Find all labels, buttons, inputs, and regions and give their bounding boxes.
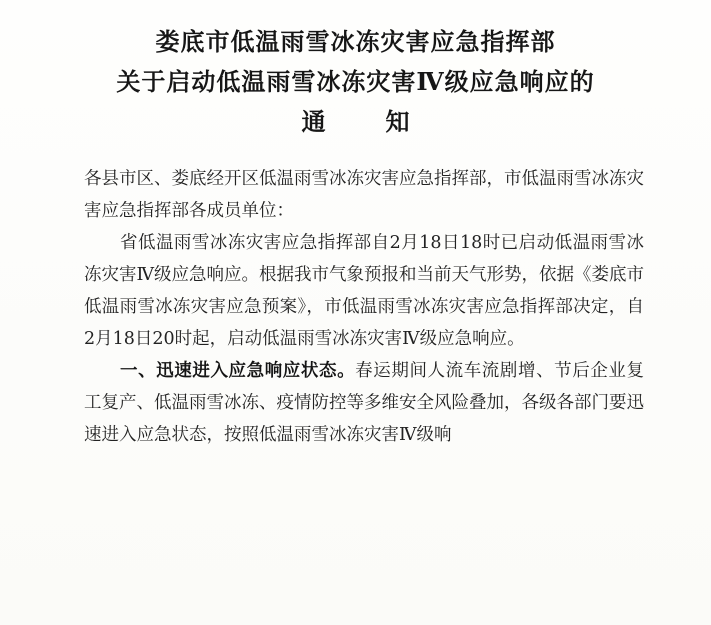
paragraph-1: 省低温雨雪冰冻灾害应急指挥部自2月18日18时已启动低温雨雪冰冻灾害Ⅳ级应急响应。根据我市气象预报和当前天气形势，依据《娄底市低温雨雪冰冻灾害应急预案》，市低温雨雪冰冻灾害应急指挥部决定，自2月18日20时起，启动低温雨雪冰冻灾害Ⅳ级应急响应。	[84, 233, 644, 349]
document-title	[0, 22, 711, 142]
title-line-issuer: 娄底市低温雨雪冰冻灾害应急指挥部	[155, 27, 556, 56]
title-line-notice: 通 知	[301, 107, 428, 136]
section-1-text: 春运期间人流车流剧增、节后企业复工复产、低温雨雪冰冻、疫情防控等多维安全风险叠加，各级各部门要迅速进入应急状态，按照低温雨雪冰冻灾害Ⅳ级响	[84, 361, 645, 445]
section-1	[84, 355, 644, 451]
title-line-subject: 关于启动低温雨雪冰冻灾害Ⅳ级应急响应的	[116, 67, 595, 96]
salutation: 各县市区、娄底经开区低温雨雪冰冻灾害应急指挥部，市低温雨雪冰冻灾害应急指挥部各成员单位：	[84, 169, 644, 221]
document-body	[84, 163, 644, 451]
section-1-heading: 一、迅速进入应急响应状态。	[120, 361, 356, 381]
